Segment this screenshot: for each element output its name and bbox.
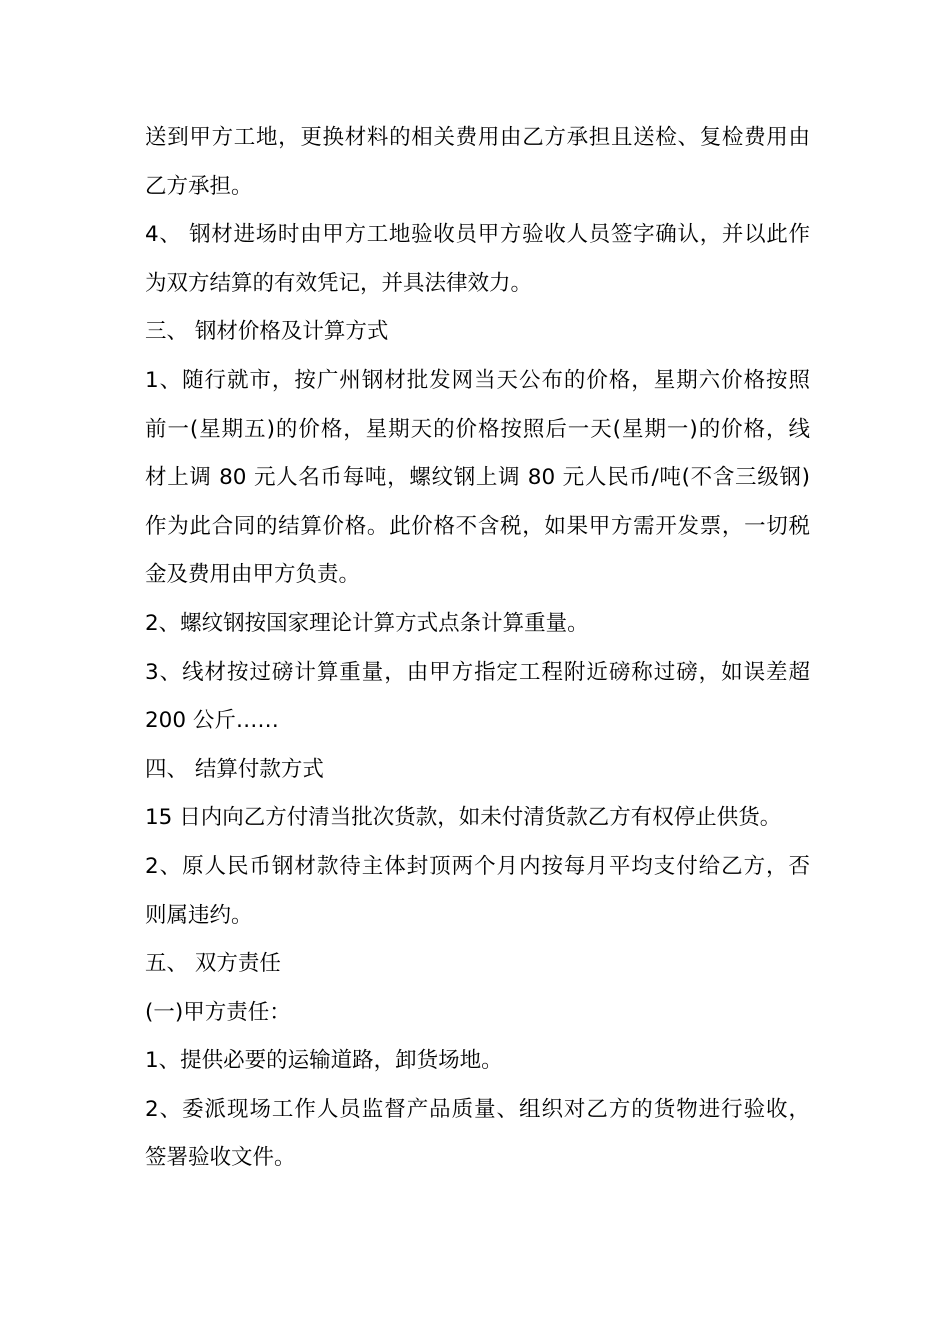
paragraph-line: 作为此合同的结算价格。此价格不含税，如果甲方需开发票，一切税 <box>145 513 810 539</box>
paragraph-line: 则属违约。 <box>145 902 253 928</box>
paragraph-line: 200 公斤…… <box>145 708 279 734</box>
paragraph-line: 4、 钢材进场时由甲方工地验收员甲方验收人员签字确认，并以此作 <box>145 222 810 248</box>
paragraph-line: 3、线材按过磅计算重量，由甲方指定工程附近磅称过磅，如误差超 <box>145 659 810 685</box>
section-heading: 五、 双方责任 <box>145 951 281 977</box>
paragraph-line: 金及费用由甲方负责。 <box>145 562 361 588</box>
paragraph-line: 送到甲方工地，更换材料的相关费用由乙方承担且送检、复检费用由 <box>145 125 810 150</box>
paragraph-line: 材上调 80 元人名币每吨，螺纹钢上调 80 元人民币/吨(不含三级钢) <box>145 465 810 491</box>
section-heading: 三、 钢材价格及计算方式 <box>145 319 389 345</box>
paragraph-line: 15 日内向乙方付清当批次货款，如未付清货款乙方有权停止供货。 <box>145 805 782 831</box>
paragraph-line: 2、原人民币钢材款待主体封顶两个月内按每月平均支付给乙方，否 <box>145 853 810 879</box>
paragraph-line: 前一(星期五)的价格，星期天的价格按照后一天(星期一)的价格，线 <box>145 416 810 442</box>
paragraph-line: 2、委派现场工作人员监督产品质量、组织对乙方的货物进行验收， <box>145 1096 810 1122</box>
subsection-heading: (一)甲方责任： <box>145 999 291 1025</box>
document-page <box>145 114 810 1183</box>
paragraph-line: 乙方承担。 <box>145 173 253 199</box>
paragraph-line: 签署验收文件。 <box>145 1145 296 1171</box>
paragraph-line: 1、提供必要的运输道路，卸货场地。 <box>145 1048 503 1074</box>
section-heading: 四、 结算付款方式 <box>145 756 324 782</box>
paragraph-line: 为双方结算的有效凭记，并具法律效力。 <box>145 270 533 296</box>
paragraph-line: 2、螺纹钢按国家理论计算方式点条计算重量。 <box>145 610 589 636</box>
paragraph-line: 1、随行就市，按广州钢材批发网当天公布的价格，星期六价格按照 <box>145 367 810 393</box>
